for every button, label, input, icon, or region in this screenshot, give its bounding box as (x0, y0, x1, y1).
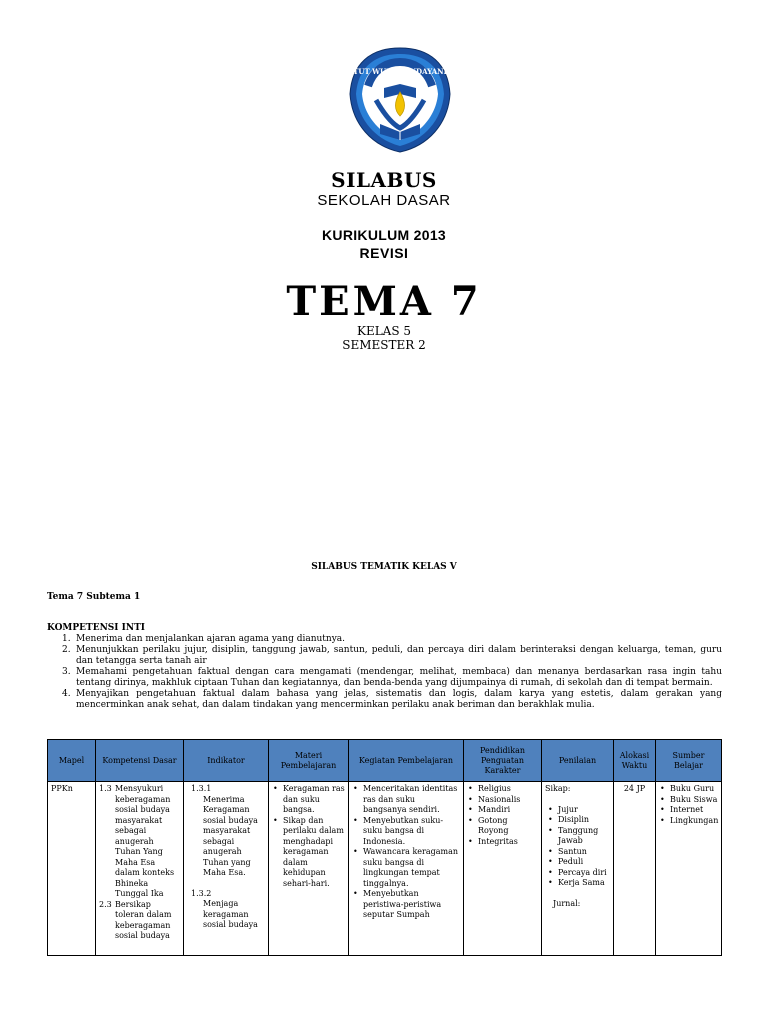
ki-text: Menunjukkan perilaku jujur, disiplin, tanggung jawab, santun, peduli, dan percaya diri dalam berinteraksi dengan keluarga, teman, guru dan tetangga serta tanah air (76, 645, 722, 666)
cover-semester: SEMESTER 2 (342, 338, 426, 352)
kd-text: Bersikap toleran dalam keberagaman sosial budaya (115, 899, 172, 940)
kd-number: 1.3 (99, 784, 112, 793)
materi-item: • Keragaman ras dan suku bangsa. (272, 784, 345, 816)
sikap-item: • Kerja Sama (547, 878, 610, 889)
header-karakter: Pendidikan Penguatan Karakter (464, 740, 542, 782)
sikap-item: • Tanggung Jawab (547, 826, 610, 847)
cell-mapel: PPKn (48, 782, 96, 956)
cell-karakter (464, 782, 542, 956)
cell-kegiatan (349, 782, 464, 956)
cell-penilaian (542, 782, 614, 956)
ki-item (62, 634, 722, 645)
ki-number: 2. (62, 645, 71, 655)
syllabus-table (47, 739, 722, 956)
kd-number: 2.3 (99, 899, 112, 909)
header-mapel: Mapel (48, 740, 96, 782)
table-header-row (48, 740, 722, 782)
sikap-item: • Percaya diri (547, 868, 610, 879)
header-penilaian: Penilaian (542, 740, 614, 782)
ki-list (62, 634, 722, 711)
ki-item (62, 667, 722, 689)
header-indikator: Indikator (184, 740, 269, 782)
cover-theme: TEMA 7 (286, 278, 482, 325)
cover-grade: KELAS 5 (356, 324, 412, 338)
materi-item: • Sikap dan perilaku dalam menghadapi keragaman dalam kehidupan sehari-hari. (272, 816, 345, 890)
table-row (48, 782, 722, 956)
karakter-item: • Nasionalis (467, 795, 538, 806)
ki-number: 3. (62, 667, 71, 677)
kd-text: Mensyukuri keberagaman sosial budaya masyarakat sebagai anugerah Tuhan Yang Maha Esa dalam konteks Bhineka Tunggal Ika (115, 784, 175, 898)
kegiatan-item: • Wawancara keragaman suku bangsa di lingkungan tempat tinggalnya. (352, 847, 460, 889)
kegiatan-item: • Menyebutkan peristiwa-peristiwa seputar Sumpah (352, 889, 460, 921)
cell-alokasi: 24 JP (614, 782, 656, 956)
subtheme-label: Tema 7 Subtema 1 (47, 592, 141, 602)
karakter-item: • Religius (467, 784, 538, 795)
kd-item (99, 900, 180, 942)
sikap-item: • Peduli (547, 857, 610, 868)
ki-number: 4. (62, 689, 71, 699)
header-sumber: Sumber Belajar (656, 740, 722, 782)
indikator-number: 1.3.1 (191, 784, 212, 793)
sikap-item: • Santun (547, 847, 610, 858)
cover-curriculum: KURIKULUM 2013 (322, 227, 446, 243)
ki-text: Menyajikan pengetahuan faktual dalam bahasa yang jelas, sistematis dan logis, dalam karya yang estetis, dalam gerakan yang mencerminkan anak sehat, dan dalam tindakan yang mencerminkan perilaku anak beriman dan berakhlak mulia. (76, 689, 722, 710)
karakter-item: • Integritas (467, 837, 538, 848)
indikator-item (187, 889, 265, 931)
indikator-item (187, 784, 265, 879)
header-kompetensi-dasar: Kompetensi Dasar (96, 740, 184, 782)
ki-item (62, 645, 722, 667)
header-materi: Materi Pembelajaran (269, 740, 349, 782)
logo-motto: TUT WURI HANDAYANI (353, 67, 447, 76)
cell-sumber (656, 782, 722, 956)
sikap-item: • Jujur (547, 805, 610, 816)
sumber-item: • Lingkungan (659, 816, 718, 827)
karakter-item: • Mandiri (467, 805, 538, 816)
ki-number: 1. (62, 634, 71, 644)
penilaian-jurnal-label: Jurnal: (553, 898, 581, 908)
kegiatan-item: • Menceritakan identitas ras dan suku bangsanya sendiri. (352, 784, 460, 816)
cover-title: SILABUS (331, 168, 437, 192)
ki-text: Memahami pengetahuan faktual dengan cara mengamati (mendengar, melihat, membaca) dan menanya berdasarkan rasa ingin tahu tentang dirinya, makhluk ciptaan Tuhan dan kegiatannya, dan benda-benda yang dijumpainya di rumah, di sekolah dan di tempat bermain. (76, 667, 722, 688)
indikator-number: 1.3.2 (191, 888, 212, 898)
header-alokasi: Alokasi Waktu (614, 740, 656, 782)
penilaian-sikap-label: Sikap: (545, 784, 571, 793)
cell-materi (269, 782, 349, 956)
kegiatan-item: • Menyebutkan suku-suku bangsa di Indonesia. (352, 816, 460, 848)
indikator-text: Menerima Keragaman sosial budaya masyarakat sebagai anugerah Tuhan yang Maha Esa. (203, 794, 258, 877)
sumber-item: • Buku Siswa (659, 795, 718, 806)
header-kegiatan: Kegiatan Pembelajaran (349, 740, 464, 782)
ki-heading: KOMPETENSI INTI (47, 623, 145, 633)
cover-subtitle: SEKOLAH DASAR (317, 192, 451, 209)
sumber-item: • Buku Guru (659, 784, 718, 795)
sumber-item: • Internet (659, 805, 718, 816)
sikap-item: • Disiplin (547, 815, 610, 826)
ki-text: Menerima dan menjalankan ajaran agama yang dianutnya. (76, 634, 346, 644)
kd-item (99, 784, 180, 900)
karakter-item: • Gotong Royong (467, 816, 538, 837)
indikator-text: Menjaga keragaman sosial budaya (203, 899, 258, 929)
ki-item (62, 689, 722, 711)
cell-indikator (184, 782, 269, 956)
cover-revision: REVISI (359, 245, 409, 261)
tut-wuri-handayani-logo (344, 44, 456, 156)
section-heading: SILABUS TEMATIK KELAS V (311, 562, 457, 572)
cell-kd (96, 782, 184, 956)
